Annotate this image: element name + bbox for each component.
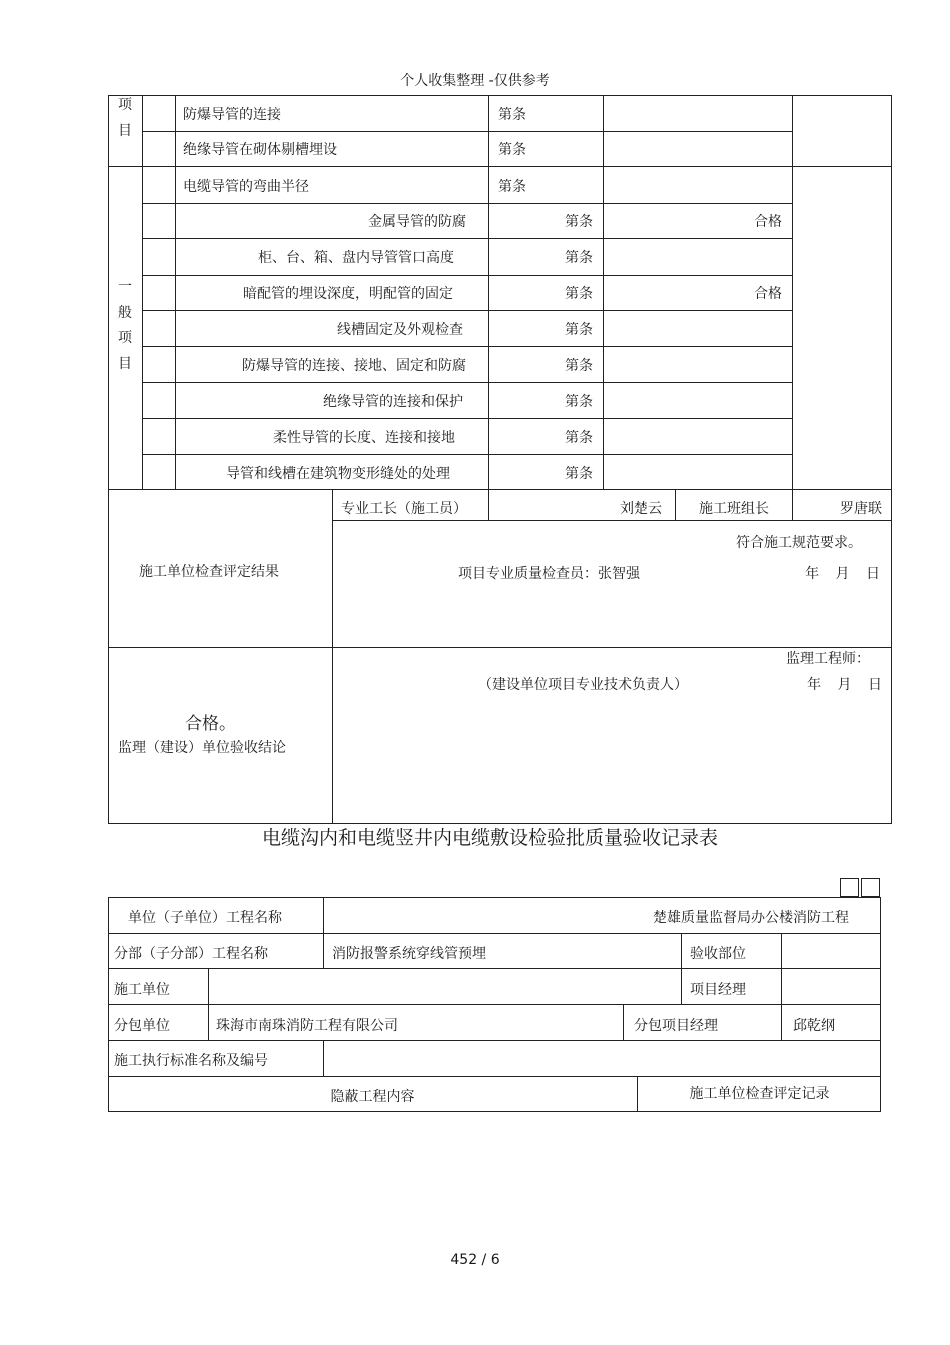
subcontract-unit-value: 珠海市南珠消防工程有限公司 — [216, 1018, 398, 1034]
checkbox-small-1 — [840, 878, 859, 897]
foreman-name: 刘楚云 — [620, 501, 662, 517]
general-row-7-clause: 第条 — [565, 394, 593, 410]
supervision-label: 监理（建设）单位验收结论 — [118, 740, 286, 756]
team-leader-label: 施工班组长 — [699, 501, 769, 517]
inspection-date: 年 月 日 — [805, 566, 880, 582]
subcontract-manager-value: 邱乾纲 — [793, 1018, 835, 1034]
general-row-2-result: 合格 — [754, 214, 782, 230]
main-control-label-1: 项 — [118, 97, 132, 113]
general-row-9-item: 导管和线槽在建筑物变形缝处的处理 — [226, 466, 450, 482]
inspector-text: 项目专业质量检查员：张智强 — [458, 566, 640, 582]
main-row-1-item: 防爆导管的连接 — [183, 107, 281, 123]
standard-label: 施工执行标准名称及编号 — [114, 1053, 268, 1069]
general-row-6-item: 防爆导管的连接、接地、固定和防腐 — [242, 358, 466, 374]
general-row-3-clause: 第条 — [565, 250, 593, 266]
main-row-2-clause: 第条 — [498, 142, 526, 158]
supervision-date: 年 月 日 — [807, 677, 882, 693]
general-row-7-item: 绝缘导管的连接和保护 — [323, 394, 463, 410]
general-row-5-clause: 第条 — [565, 322, 593, 338]
page-header: 个人收集整理 -仅供参考 — [400, 73, 550, 89]
subcontract-manager-label: 分包项目经理 — [634, 1018, 718, 1034]
unit-project-value: 楚雄质量监督局办公楼消防工程 — [653, 910, 849, 926]
hidden-work-label: 隐蔽工程内容 — [330, 1089, 415, 1105]
general-label-3: 项 — [118, 330, 132, 346]
main-row-1-clause: 第条 — [498, 107, 526, 123]
main-row-2-item: 绝缘导管在砌体剔槽埋设 — [183, 142, 337, 158]
general-row-9-clause: 第条 — [565, 466, 593, 482]
inspection-record-label: 施工单位检查评定记录 — [689, 1086, 830, 1102]
acceptance-part-label: 验收部位 — [690, 946, 746, 962]
form-2-title: 电缆沟内和电缆竖井内电缆敷设检验批质量验收记录表 — [261, 827, 718, 849]
team-leader-name: 罗唐联 — [840, 501, 882, 517]
general-row-4-clause: 第条 — [565, 286, 593, 302]
general-row-8-item: 柔性导管的长度、连接和接地 — [273, 430, 455, 446]
general-row-1-clause: 第条 — [498, 179, 526, 195]
unit-project-label: 单位（子单位）工程名称 — [128, 910, 282, 926]
division-value: 消防报警系统穿线管预埋 — [332, 946, 486, 962]
construction-unit-label: 施工单位 — [114, 982, 170, 998]
project-manager-label: 项目经理 — [690, 982, 746, 998]
general-row-2-clause: 第条 — [565, 214, 593, 230]
owner-tech-label: （建设单位项目专业技术负责人） — [478, 677, 688, 693]
general-label-4: 目 — [118, 356, 132, 372]
main-control-label-2: 目 — [118, 123, 132, 139]
general-label-2: 般 — [118, 305, 132, 321]
checkbox-small-2 — [861, 878, 880, 897]
supervision-conclusion: 合格。 — [185, 714, 236, 734]
general-row-4-result: 合格 — [754, 286, 782, 302]
general-row-8-clause: 第条 — [565, 430, 593, 446]
general-label-1: 一 — [118, 279, 132, 295]
general-row-3-item: 柜、台、箱、盘内导管管口高度 — [258, 250, 454, 266]
general-row-4-item: 暗配管的埋设深度，明配管的固定 — [243, 286, 453, 302]
foreman-label: 专业工长（施工员） — [341, 501, 467, 517]
construction-result-label: 施工单位检查评定结果 — [139, 564, 279, 580]
page-number: 452 / 6 — [450, 1252, 500, 1268]
supervisor-engineer-label: 监理工程师： — [786, 651, 870, 667]
general-row-1-item: 电缆导管的弯曲半径 — [183, 179, 309, 195]
subcontract-unit-label: 分包单位 — [114, 1018, 170, 1034]
division-label: 分部（子分部）工程名称 — [114, 946, 268, 962]
general-row-5-item: 线槽固定及外观检查 — [337, 322, 463, 338]
construction-conclusion: 符合施工规范要求。 — [736, 535, 862, 551]
general-row-2-item: 金属导管的防腐 — [368, 214, 466, 230]
general-row-6-clause: 第条 — [565, 358, 593, 374]
